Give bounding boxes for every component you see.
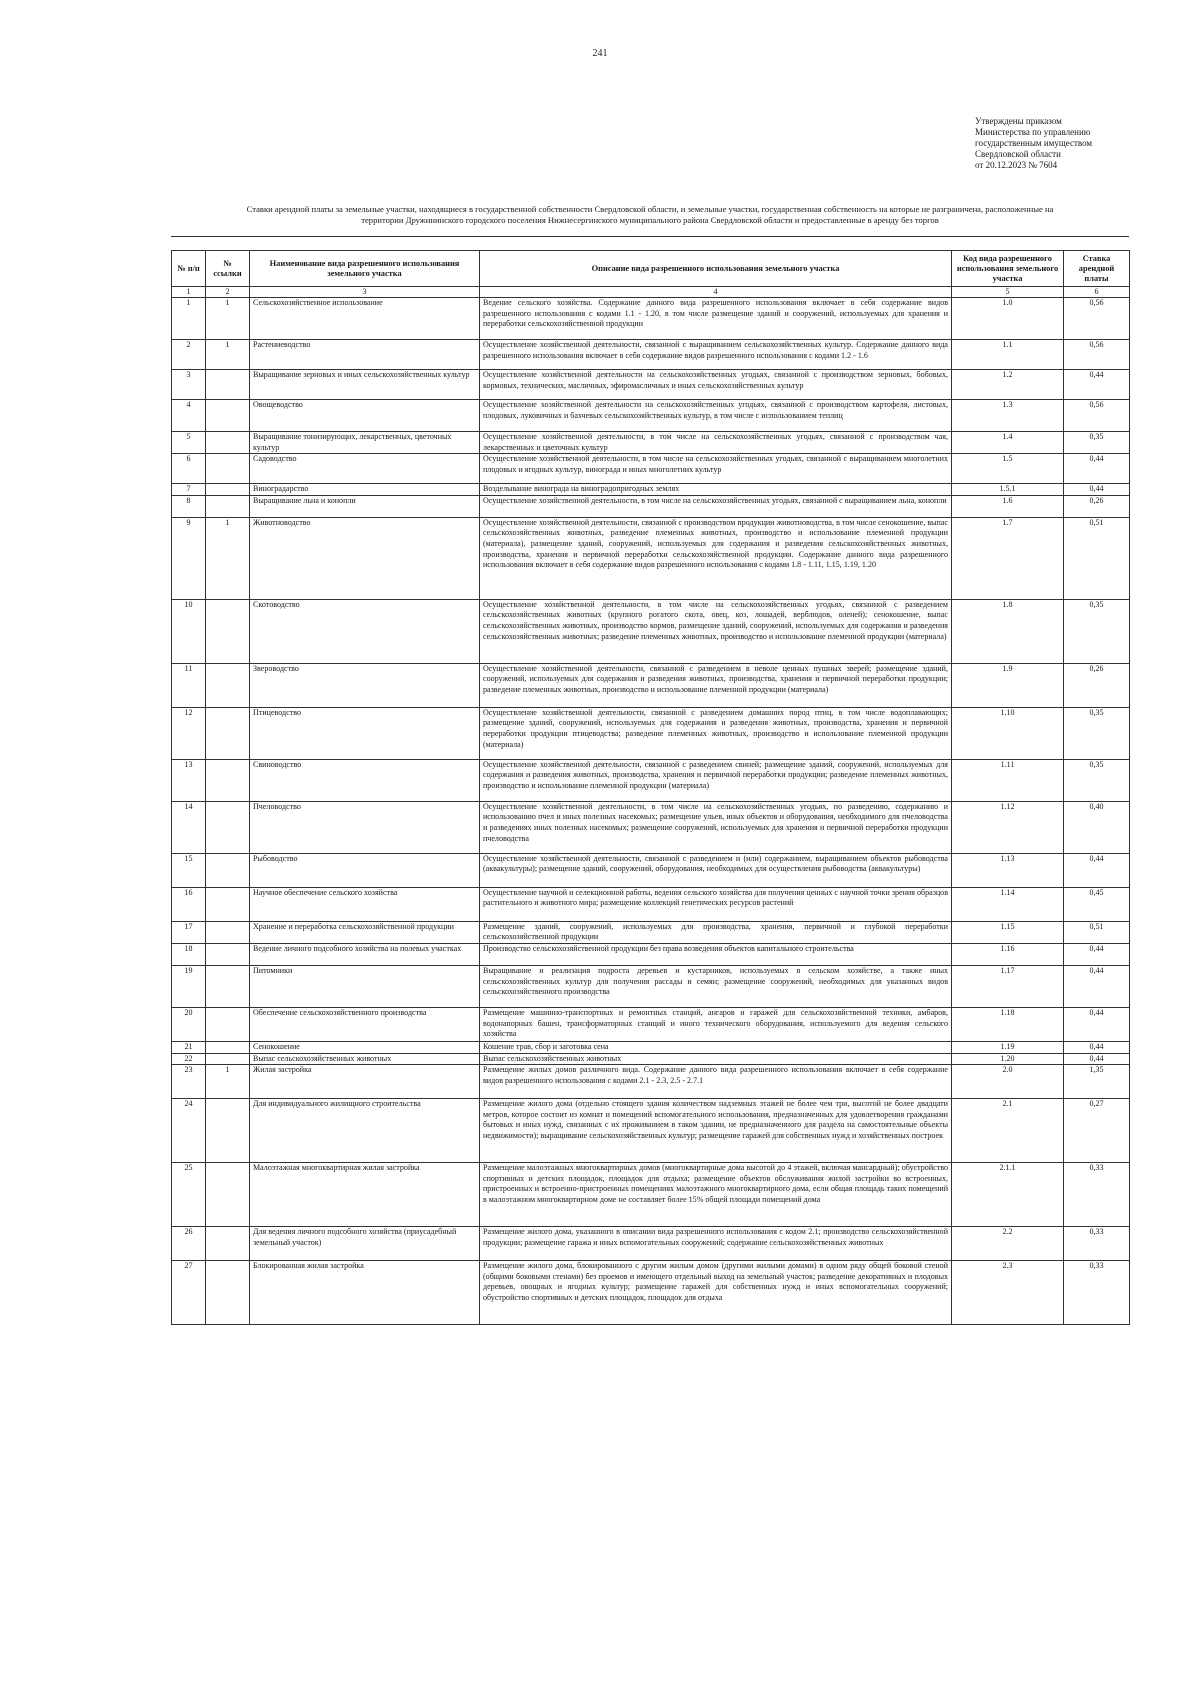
- table-row: [172, 1041, 1130, 1053]
- use-description-cell: Осуществление хозяйственной деятельности, в том числе на сельскохозяйственных угодьях, связанной с выращиванием льна, конопли: [480, 495, 952, 517]
- row-number-cell: 21: [172, 1041, 206, 1053]
- rent-rate-cell: 0,33: [1064, 1261, 1130, 1325]
- approval-line: Свердловской области: [975, 149, 1061, 159]
- use-name-cell: Для ведения личного подсобного хозяйства (приусадебный земельный участок): [250, 1227, 480, 1261]
- use-code-cell: 1.11: [952, 759, 1064, 801]
- use-code-cell: 1.0: [952, 298, 1064, 340]
- reference-number-cell: [206, 400, 250, 432]
- use-description-cell: Производство сельскохозяйственной продукции без права возведения объектов капитального строительства: [480, 943, 952, 965]
- row-number-cell: 26: [172, 1227, 206, 1261]
- use-code-cell: 2.1: [952, 1099, 1064, 1163]
- use-description-cell: Размещение жилых домов различного вида. Содержание данного вида разрешенного использования включает в себя содержание видов разрешенного использования с кодами 2.1 - 2.3, 2.5 - 2.7.1: [480, 1065, 952, 1099]
- table-row: [172, 599, 1130, 663]
- row-number-cell: 2: [172, 340, 206, 370]
- use-name-cell: Сельскохозяйственное использование: [250, 298, 480, 340]
- approval-line: государственным имуществом: [975, 138, 1093, 148]
- reference-number-cell: 1: [206, 517, 250, 599]
- rent-rate-cell: 0,51: [1064, 517, 1130, 599]
- use-code-cell: 1.10: [952, 707, 1064, 759]
- table-row: [172, 1163, 1130, 1227]
- use-name-cell: Свиноводство: [250, 759, 480, 801]
- use-name-cell: Обеспечение сельскохозяйственного производства: [250, 1007, 480, 1041]
- reference-number-cell: [206, 801, 250, 853]
- reference-number-cell: [206, 921, 250, 943]
- row-number-cell: 7: [172, 484, 206, 496]
- use-description-cell: Размещение зданий, сооружений, используемых для производства, хранения, первичной и глубокой переработки сельскохозяйственной продукции: [480, 921, 952, 943]
- row-number-cell: 15: [172, 853, 206, 887]
- use-code-cell: 1.14: [952, 887, 1064, 921]
- use-name-cell: Ведение личного подсобного хозяйства на полевых участках: [250, 943, 480, 965]
- use-description-cell: Возделывание винограда на виноградопригодных землях: [480, 484, 952, 496]
- reference-number-cell: [206, 1261, 250, 1325]
- table-row: [172, 454, 1130, 484]
- use-name-cell: Сенокошение: [250, 1041, 480, 1053]
- use-name-cell: Садоводство: [250, 454, 480, 484]
- table-row: [172, 1065, 1130, 1099]
- row-number-cell: 12: [172, 707, 206, 759]
- use-description-cell: Осуществление хозяйственной деятельности, связанной с разведением свиней; размещение зданий, сооружений, используемых для содержания и разведения животных, производства, хранения и первичной переработки продукции; разведение племенных животных, производство и использование племенной продукции (материала): [480, 759, 952, 801]
- use-name-cell: Выращивание тонизирующих, лекарственных, цветочных культур: [250, 432, 480, 454]
- table-row: [172, 340, 1130, 370]
- document-title: [170, 204, 1130, 226]
- row-number-cell: 20: [172, 1007, 206, 1041]
- reference-number-cell: [206, 943, 250, 965]
- use-name-cell: Скотоводство: [250, 599, 480, 663]
- reference-number-cell: [206, 1099, 250, 1163]
- reference-number-cell: [206, 484, 250, 496]
- row-number-cell: 4: [172, 400, 206, 432]
- use-name-cell: Растениеводство: [250, 340, 480, 370]
- row-number-cell: 18: [172, 943, 206, 965]
- use-description-cell: Размещение жилого дома, указанного в описании вида разрешенного использования с кодом 2.1; производство сельскохозяйственной продукции; размещение гаража и иных вспомогательных сооружений; содержание сельскохозяйственных животных: [480, 1227, 952, 1261]
- use-description-cell: Размещение жилого дома, блокированного с другим жилым домом (другими жилыми домами) в одном ряду общей боковой стеной (общими боковыми стенами) без проемов и имеющего отдельный выход на земельный участок; разведение декоративных и плодовых деревьев, овощных и ягодных культур; размещение гаражей для собственных нужд и иных вспомогательных сооружений; обустройство спортивных и детских площадок, площадок для отдыха: [480, 1261, 952, 1325]
- reference-number-cell: [206, 887, 250, 921]
- rent-rate-cell: 0,56: [1064, 400, 1130, 432]
- table-row: [172, 707, 1130, 759]
- reference-number-cell: [206, 1007, 250, 1041]
- use-name-cell: Пчеловодство: [250, 801, 480, 853]
- use-description-cell: Осуществление хозяйственной деятельности, связанной с разведением в неволе ценных пушных зверей; размещение зданий, сооружений, используемых для содержания и разведения животных, производства, хранения и первичной переработки продукции; разведение племенных животных, производство и использование племенной продукции (материала): [480, 663, 952, 707]
- rent-rate-cell: 0,33: [1064, 1227, 1130, 1261]
- reference-number-cell: [206, 663, 250, 707]
- use-code-cell: 2.2: [952, 1227, 1064, 1261]
- row-number-cell: 6: [172, 454, 206, 484]
- table-row: [172, 432, 1130, 454]
- use-name-cell: Выращивание зерновых и иных сельскохозяйственных культур: [250, 370, 480, 400]
- use-name-cell: Научное обеспечение сельского хозяйства: [250, 887, 480, 921]
- use-code-cell: 2.3: [952, 1261, 1064, 1325]
- approval-line: Министерства по управлению: [975, 127, 1091, 137]
- table-row: [172, 495, 1130, 517]
- table-row: [172, 484, 1130, 496]
- reference-number-cell: [206, 1227, 250, 1261]
- column-number: 6: [1064, 287, 1130, 298]
- use-code-cell: 1.12: [952, 801, 1064, 853]
- column-number: 4: [480, 287, 952, 298]
- reference-number-cell: 1: [206, 340, 250, 370]
- table-row: [172, 1053, 1130, 1065]
- row-number-cell: 1: [172, 298, 206, 340]
- row-number-cell: 9: [172, 517, 206, 599]
- table-row: [172, 663, 1130, 707]
- row-number-cell: 14: [172, 801, 206, 853]
- reference-number-cell: [206, 1053, 250, 1065]
- use-description-cell: Размещение машинно-транспортных и ремонтных станций, ангаров и гаражей для сельскохозяйственной техники, амбаров, водонапорных башен, трансформаторных станций и иного технического оборудования, используемого для ведения сельского хозяйства: [480, 1007, 952, 1041]
- table-row: [172, 759, 1130, 801]
- rent-rate-cell: 0,51: [1064, 921, 1130, 943]
- use-name-cell: Блокированная жилая застройка: [250, 1261, 480, 1325]
- use-name-cell: Питомники: [250, 965, 480, 1007]
- rent-rate-cell: 0,35: [1064, 599, 1130, 663]
- table-row: [172, 887, 1130, 921]
- use-description-cell: Осуществление хозяйственной деятельности на сельскохозяйственных угодьях, связанной с производством зерновых, бобовых, кормовых, технических, масличных, эфиромасличных и иных сельскохозяйственных культур: [480, 370, 952, 400]
- table-row: [172, 943, 1130, 965]
- document-title-line: Ставки арендной платы за земельные участки, находящиеся в государственной собственности Свердловской области, и земельные участки, государственная собственность на которые не разграничена, расположенные на: [246, 204, 1054, 214]
- rent-rate-cell: 0,44: [1064, 965, 1130, 1007]
- rent-rate-cell: 0,26: [1064, 663, 1130, 707]
- rent-rate-cell: 0,56: [1064, 340, 1130, 370]
- rent-rate-cell: 0,44: [1064, 454, 1130, 484]
- header-use-code: Код вида разрешенного использования земельного участка: [952, 251, 1064, 287]
- table-row: [172, 853, 1130, 887]
- header-use-name: Наименование вида разрешенного использования земельного участка: [250, 251, 480, 287]
- rent-rate-cell: 0,56: [1064, 298, 1130, 340]
- use-description-cell: Осуществление хозяйственной деятельности, связанной с выращиванием сельскохозяйственных культур. Содержание данного вида разрешенного использования включает в себя содержание видов разрешенного использования с кодами 1.2 - 1.6: [480, 340, 952, 370]
- rent-rate-cell: 0,26: [1064, 495, 1130, 517]
- use-code-cell: 2.0: [952, 1065, 1064, 1099]
- header-reference-number: № ссылки: [206, 251, 250, 287]
- reference-number-cell: [206, 965, 250, 1007]
- document-title-line: территории Дружининского городского поселения Нижнесергинского муниципального района Свердловской области и предоставленные в аренду без торгов: [361, 215, 939, 225]
- use-description-cell: Осуществление хозяйственной деятельности, в том числе на сельскохозяйственных угодьях, связанной с разведением сельскохозяйственных животных (крупного рогатого скота, овец, коз, лошадей, верблюдов, оленей); сенокошение, выпас сельскохозяйственных животных, производство кормов, размещение зданий, сооружений, используемых для содержания и разведения сельскохозяйственных животных; разведение племенных животных, производство и использование племенной продукции (материала): [480, 599, 952, 663]
- approval-line: Утверждены приказом: [975, 116, 1062, 126]
- approval-stamp: [975, 116, 1165, 171]
- use-code-cell: 1.16: [952, 943, 1064, 965]
- use-description-cell: Осуществление хозяйственной деятельности, в том числе на сельскохозяйственных угодьях, связанной с выращиванием многолетних плодовых и ягодных культур, винограда и иных многолетних культур: [480, 454, 952, 484]
- row-number-cell: 8: [172, 495, 206, 517]
- reference-number-cell: [206, 599, 250, 663]
- reference-number-cell: [206, 1163, 250, 1227]
- table-row: [172, 801, 1130, 853]
- use-name-cell: Хранение и переработка сельскохозяйственной продукции: [250, 921, 480, 943]
- use-name-cell: Малоэтажная многоквартирная жилая застройка: [250, 1163, 480, 1227]
- use-code-cell: 1.17: [952, 965, 1064, 1007]
- rates-table: [171, 250, 1130, 1325]
- use-code-cell: 1.7: [952, 517, 1064, 599]
- rent-rate-cell: 0,44: [1064, 484, 1130, 496]
- column-number: 2: [206, 287, 250, 298]
- use-name-cell: Птицеводство: [250, 707, 480, 759]
- use-code-cell: 1.15: [952, 921, 1064, 943]
- use-code-cell: 1.5: [952, 454, 1064, 484]
- row-number-cell: 3: [172, 370, 206, 400]
- header-rent-rate: Ставка арендной платы: [1064, 251, 1130, 287]
- use-name-cell: Животноводство: [250, 517, 480, 599]
- rent-rate-cell: 0,40: [1064, 801, 1130, 853]
- table-row: [172, 517, 1130, 599]
- table-row: [172, 965, 1130, 1007]
- use-name-cell: Жилая застройка: [250, 1065, 480, 1099]
- table-row: [172, 1007, 1130, 1041]
- reference-number-cell: [206, 454, 250, 484]
- use-description-cell: Осуществление хозяйственной деятельности, связанной с производством продукции животноводства, в том числе сенокошение, выпас сельскохозяйственных животных, разведение племенных животных, производство и использование племенной продукции (материала), размещение зданий, сооружений, используемых для содержания и разведения сельскохозяйственных животных, производства, хранения и первичной переработки сельскохозяйственной продукции. Содержание данного вида разрешенного использования включает в себя содержание видов разрешенного использования с кодами 1.8 - 1.11, 1.15, 1.19, 1.20: [480, 517, 952, 599]
- use-description-cell: Выпас сельскохозяйственных животных: [480, 1053, 952, 1065]
- use-code-cell: 1.2: [952, 370, 1064, 400]
- reference-number-cell: [206, 759, 250, 801]
- rates-table-body: [172, 298, 1130, 1325]
- use-description-cell: Осуществление хозяйственной деятельности, связанной с разведением домашних пород птиц, в том числе водоплавающих; размещение зданий, сооружений, используемых для содержания и разведения животных, производства, хранения и первичной переработки продукции птицеводства; разведение племенных животных, производство и использование племенной продукции (материала): [480, 707, 952, 759]
- row-number-cell: 22: [172, 1053, 206, 1065]
- table-row: [172, 298, 1130, 340]
- use-code-cell: 1.13: [952, 853, 1064, 887]
- row-number-cell: 13: [172, 759, 206, 801]
- use-description-cell: Осуществление научной и селекционной работы, ведения сельского хозяйства для получения ценных с научной точки зрения образцов растительного и животного мира; размещение коллекций генетических ресурсов растений: [480, 887, 952, 921]
- rent-rate-cell: 0,27: [1064, 1099, 1130, 1163]
- reference-number-cell: [206, 707, 250, 759]
- use-code-cell: 1.3: [952, 400, 1064, 432]
- reference-number-cell: 1: [206, 1065, 250, 1099]
- table-row: [172, 1099, 1130, 1163]
- page-number: 241: [592, 48, 608, 59]
- rent-rate-cell: 0,45: [1064, 887, 1130, 921]
- rent-rate-cell: 0,33: [1064, 1163, 1130, 1227]
- use-description-cell: Кошение трав, сбор и заготовка сена: [480, 1041, 952, 1053]
- use-description-cell: Размещение жилого дома (отдельно стоящего здания количеством надземных этажей не более чем три, высотой не более двадцати метров, которое состоит из комнат и помещений вспомогательного использования, предназначенных для удовлетворения гражданами бытовых и иных нужд, связанных с их проживанием в таком здании, не предназначенного для раздела на самостоятельные объекты недвижимости); выращивание сельскохозяйственных культур; размещение гаражей для собственных нужд и хозяйственных построек: [480, 1099, 952, 1163]
- rent-rate-cell: 0,44: [1064, 1041, 1130, 1053]
- row-number-cell: 25: [172, 1163, 206, 1227]
- column-number: 5: [952, 287, 1064, 298]
- rent-rate-cell: 0,44: [1064, 370, 1130, 400]
- rent-rate-cell: 0,44: [1064, 1007, 1130, 1041]
- use-code-cell: 1.18: [952, 1007, 1064, 1041]
- use-name-cell: Выпас сельскохозяйственных животных: [250, 1053, 480, 1065]
- table-row: [172, 370, 1130, 400]
- use-code-cell: 1.4: [952, 432, 1064, 454]
- use-code-cell: 1.1: [952, 340, 1064, 370]
- title-divider: [171, 236, 1129, 237]
- row-number-cell: 11: [172, 663, 206, 707]
- use-description-cell: Осуществление хозяйственной деятельности, в том числе на сельскохозяйственных угодьях, связанной с производством чая, лекарственных и цветочных культур: [480, 432, 952, 454]
- rent-rate-cell: 0,35: [1064, 707, 1130, 759]
- reference-number-cell: [206, 432, 250, 454]
- rent-rate-cell: 0,44: [1064, 853, 1130, 887]
- row-number-cell: 27: [172, 1261, 206, 1325]
- approval-line: от 20.12.2023 № 7604: [975, 160, 1058, 170]
- use-description-cell: Осуществление хозяйственной деятельности на сельскохозяйственных угодьях, связанной с производством картофеля, листовых, плодовых, луковичных и бахчевых сельскохозяйственных культур, в том числе с использованием теплиц: [480, 400, 952, 432]
- use-name-cell: Звероводство: [250, 663, 480, 707]
- reference-number-cell: [206, 495, 250, 517]
- row-number-cell: 16: [172, 887, 206, 921]
- table-row: [172, 921, 1130, 943]
- rent-rate-cell: 0,35: [1064, 432, 1130, 454]
- column-number: 1: [172, 287, 206, 298]
- use-code-cell: 1.8: [952, 599, 1064, 663]
- rent-rate-cell: 0,35: [1064, 759, 1130, 801]
- use-name-cell: Для индивидуального жилищного строительства: [250, 1099, 480, 1163]
- header-row-number: № п/п: [172, 251, 206, 287]
- rent-rate-cell: 0,44: [1064, 943, 1130, 965]
- use-code-cell: 2.1.1: [952, 1163, 1064, 1227]
- reference-number-cell: [206, 370, 250, 400]
- use-code-cell: 1.6: [952, 495, 1064, 517]
- row-number-cell: 19: [172, 965, 206, 1007]
- use-description-cell: Выращивание и реализация подроста деревьев и кустарников, используемых в сельском хозяйстве, а также иных сельскохозяйственных культур для получения рассады и семян; размещение сооружений, необходимых для указанных видов сельскохозяйственного производства: [480, 965, 952, 1007]
- table-row: [172, 400, 1130, 432]
- use-description-cell: Осуществление хозяйственной деятельности, в том числе на сельскохозяйственных угодьях, по разведению, содержанию и использованию пчел и иных полезных насекомых; размещение ульев, иных объектов и оборудования, необходимого для пчеловодства и разведениях иных полезных насекомых; размещение сооружений, используемых для хранения и первичной переработки продукции пчеловодства: [480, 801, 952, 853]
- use-name-cell: Рыбоводство: [250, 853, 480, 887]
- row-number-cell: 23: [172, 1065, 206, 1099]
- row-number-cell: 17: [172, 921, 206, 943]
- use-description-cell: Ведение сельского хозяйства. Содержание данного вида разрешенного использования включает в себя содержание видов разрешенного использования с кодами 1.1 - 1.20, в том числе размещение зданий и сооружений, используемых для хранения и переработки сельскохозяйственной продукции: [480, 298, 952, 340]
- use-name-cell: Овощеводство: [250, 400, 480, 432]
- use-code-cell: 1.5.1: [952, 484, 1064, 496]
- rent-rate-cell: 0,44: [1064, 1053, 1130, 1065]
- header-use-description: Описание вида разрешенного использования земельного участка: [480, 251, 952, 287]
- column-number: 3: [250, 287, 480, 298]
- row-number-cell: 10: [172, 599, 206, 663]
- use-description-cell: Осуществление хозяйственной деятельности, связанной с разведением и (или) содержанием, выращиванием объектов рыбоводства (аквакультуры); размещение зданий, сооружений, оборудования, необходимых для осуществления рыбоводства (аквакультуры): [480, 853, 952, 887]
- reference-number-cell: [206, 1041, 250, 1053]
- use-code-cell: 1.20: [952, 1053, 1064, 1065]
- use-code-cell: 1.9: [952, 663, 1064, 707]
- use-name-cell: Выращивание льна и конопли: [250, 495, 480, 517]
- reference-number-cell: 1: [206, 298, 250, 340]
- row-number-cell: 5: [172, 432, 206, 454]
- table-row: [172, 1261, 1130, 1325]
- reference-number-cell: [206, 853, 250, 887]
- use-name-cell: Виноградарство: [250, 484, 480, 496]
- row-number-cell: 24: [172, 1099, 206, 1163]
- use-code-cell: 1.19: [952, 1041, 1064, 1053]
- table-row: [172, 1227, 1130, 1261]
- use-description-cell: Размещение малоэтажных многоквартирных домов (многоквартирные дома высотой до 4 этажей, включая мансардный); обустройство спортивных и детских площадок, площадок для отдыха; размещение объектов обслуживания жилой застройки во встроенных, пристроенных и встроенно-пристроенных помещениях малоэтажного многоквартирного дома, если общая площадь таких помещений в малоэтажном многоквартирном доме не составляет более 15% общей площади помещений дома: [480, 1163, 952, 1227]
- rent-rate-cell: 1,35: [1064, 1065, 1130, 1099]
